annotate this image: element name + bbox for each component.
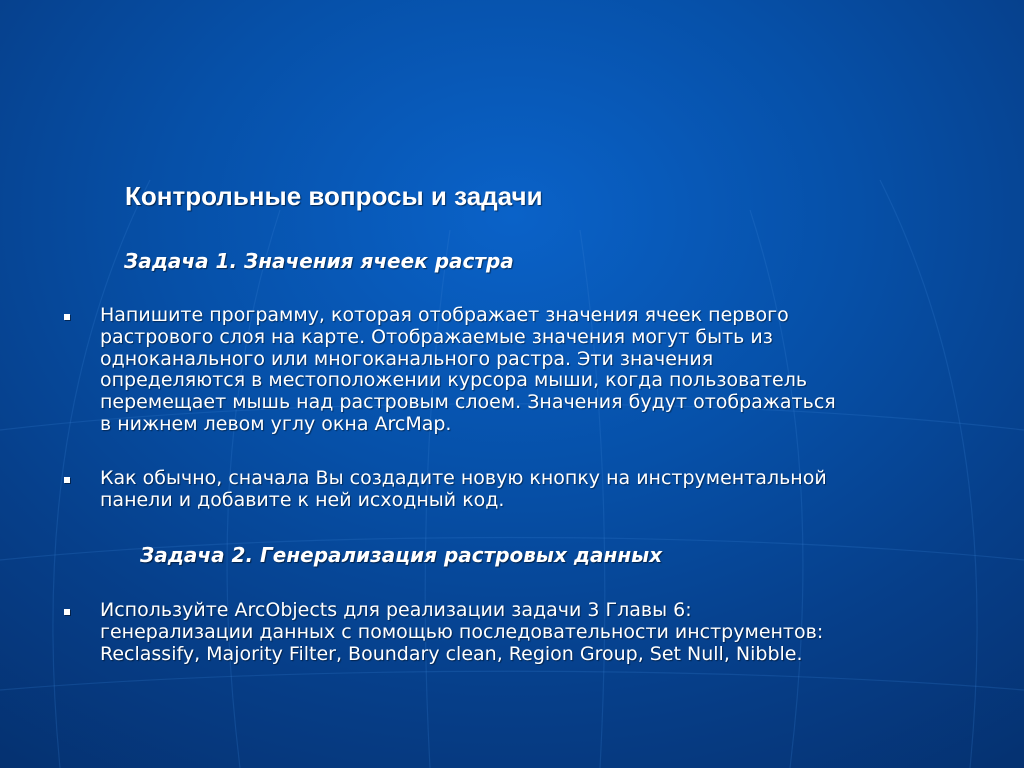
bullet-text-2: Как обычно, сначала Вы создадите новую кнопку на инструментальной панели и добавите к ней исходный код. (100, 467, 827, 511)
square-bullet-icon (64, 609, 70, 615)
bullet-text-1: Напишите программу, которая отображает значения ячеек первого растрового слоя на карте. Отображаемые значения могут быть из одноканального или многоканального растра. Эти значения определяются в местоположении курсора мыши, когда пользователь перемещает мышь над растровым слоем. Значения будут отображаться в нижнем левом углу окна ArcMap. (100, 304, 836, 435)
square-bullet-icon (64, 477, 70, 483)
slide-title: Контрольные вопросы и задачи (125, 181, 543, 211)
task1-heading: Задача 1. Значения ячеек растра (124, 249, 514, 273)
bullet-text-3: Используйте ArcObjects для реализации задачи 3 Главы 6: генерализации данных с помощью последовательности инструментов: Reclassify, Majority Filter, Boundary clean, Region Group, Set Null, Nibble. (100, 599, 824, 665)
task2-heading: Задача 2. Генерализация растровых данных (140, 543, 663, 567)
square-bullet-icon (64, 314, 70, 320)
